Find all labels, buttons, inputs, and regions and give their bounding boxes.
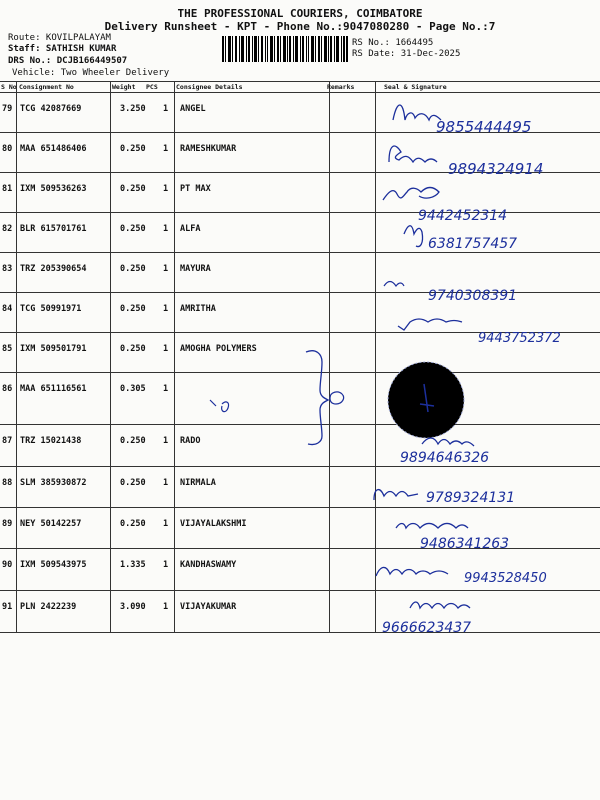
row-pcs: 1 [163, 436, 169, 446]
col-header-pcs: PCS [146, 83, 158, 91]
company-title: THE PROFESSIONAL COURIERS, COIMBATORE [177, 7, 423, 20]
row-weight: 0.250 [120, 144, 146, 154]
col-header-consignment: Consignment No [19, 83, 74, 91]
table-row [0, 132, 600, 172]
row-pcs: 1 [163, 184, 169, 194]
row-pcs: 1 [163, 144, 169, 154]
row-sno: 87 [2, 436, 13, 446]
row-sno: 88 [2, 478, 13, 488]
row-consignment-no: TCG 42087669 [20, 104, 82, 114]
table-row [0, 590, 600, 630]
col-header-sno: S No [1, 83, 17, 91]
handwritten-phone: 9443752372 [478, 331, 561, 346]
table-row [0, 424, 600, 464]
row-weight: 3.250 [120, 104, 146, 114]
handwritten-phone: 9442452314 [418, 208, 508, 224]
col-header-remarks: Remarks [327, 83, 355, 91]
row-pcs: 1 [163, 104, 169, 114]
handwritten-phone: 9486341263 [420, 536, 510, 552]
row-weight: 0.305 [120, 384, 146, 394]
row-consignment-no: TCG 50991971 [20, 304, 82, 314]
row-consignment-no: TRZ 205390654 [20, 264, 87, 274]
handwritten-phone: 6381757457 [428, 236, 518, 252]
route-label: Route: KOVILPALAYAM [8, 33, 111, 43]
row-consignment-no: NEY 50142257 [20, 519, 82, 529]
table-row [0, 372, 600, 412]
row-consignment-no: IXM 509543975 [20, 560, 87, 570]
row-consignment-no: IXM 509536263 [20, 184, 87, 194]
row-pcs: 1 [163, 304, 169, 314]
row-consignee: AMRITHA [180, 304, 216, 314]
row-consignee: ALFA [180, 224, 201, 234]
row-sno: 85 [2, 344, 13, 354]
row-weight: 3.090 [120, 602, 146, 612]
row-sno: 86 [2, 384, 13, 394]
row-pcs: 1 [163, 224, 169, 234]
row-consignee: ANGEL [180, 104, 206, 114]
row-consignment-no: PLN 2422239 [20, 602, 77, 612]
table-row [0, 172, 600, 212]
row-consignment-no: TRZ 15021438 [20, 436, 82, 446]
row-consignment-no: MAA 651486406 [20, 144, 87, 154]
table-row [0, 92, 600, 132]
staff-label: Staff: SATHISH KUMAR [8, 44, 117, 54]
row-consignee: VIJAYALAKSHMI [180, 519, 247, 529]
col-header-signature: Seal & Signature [384, 83, 447, 91]
handwritten-phone: 9943528450 [464, 571, 547, 586]
row-sno: 90 [2, 560, 13, 570]
row-consignment-no: SLM 385930872 [20, 478, 87, 488]
row-consignee: MAYURA [180, 264, 211, 274]
handwritten-phone: 9789324131 [426, 490, 516, 506]
row-sno: 89 [2, 519, 13, 529]
row-pcs: 1 [163, 519, 169, 529]
row-weight: 0.250 [120, 478, 146, 488]
row-consignee: RADO [180, 436, 201, 446]
row-weight: 0.250 [120, 304, 146, 314]
row-weight: 0.250 [120, 264, 146, 274]
handwritten-phone: 9894324914 [448, 160, 544, 178]
runsheet-subtitle: Delivery Runsheet - KPT - Phone No.:9047080280 - Page No.:7 [104, 20, 496, 33]
handwritten-phone: 9740308391 [428, 288, 518, 304]
rs-date: RS Date: 31-Dec-2025 [352, 49, 461, 59]
row-consignee: NIRMALA [180, 478, 216, 488]
row-pcs: 1 [163, 344, 169, 354]
row-sno: 82 [2, 224, 13, 234]
row-rule [0, 632, 600, 633]
table-row [0, 507, 600, 547]
row-sno: 81 [2, 184, 13, 194]
row-consignee: PT MAX [180, 184, 211, 194]
row-pcs: 1 [163, 560, 169, 570]
row-sno: 79 [2, 104, 13, 114]
row-pcs: 1 [163, 264, 169, 274]
handwritten-phone: 9666623437 [382, 620, 472, 636]
table-row [0, 292, 600, 332]
row-consignment-no: BLR 615701761 [20, 224, 87, 234]
row-sno: 84 [2, 304, 13, 314]
barcode [222, 36, 348, 62]
row-pcs: 1 [163, 602, 169, 612]
row-sno: 83 [2, 264, 13, 274]
row-pcs: 1 [163, 478, 169, 488]
row-sno: 80 [2, 144, 13, 154]
row-weight: 1.335 [120, 560, 146, 570]
table-row [0, 548, 600, 588]
row-weight: 0.250 [120, 436, 146, 446]
col-header-weight: Weight [112, 83, 136, 91]
table-top-rule [0, 81, 600, 82]
table-row [0, 252, 600, 292]
table-row [0, 212, 600, 252]
row-consignee: KANDHASWAMY [180, 560, 237, 570]
row-weight: 0.250 [120, 224, 146, 234]
row-weight: 0.250 [120, 344, 146, 354]
handwritten-phone: 9894646326 [400, 450, 490, 466]
row-consignment-no: IXM 509501791 [20, 344, 87, 354]
row-sno: 91 [2, 602, 13, 612]
row-pcs: 1 [163, 384, 169, 394]
row-consignee: AMOGHA POLYMERS [180, 344, 257, 354]
row-consignee: RAMESHKUMAR [180, 144, 237, 154]
row-weight: 0.250 [120, 519, 146, 529]
row-weight: 0.250 [120, 184, 146, 194]
drs-number: DRS No.: DCJB166449507 [8, 56, 128, 66]
table-row [0, 332, 600, 372]
col-header-consignee: Consignee Details [176, 83, 243, 91]
table-row [0, 466, 600, 506]
rs-number: RS No.: 1664495 [352, 38, 434, 48]
row-consignment-no: MAA 651116561 [20, 384, 87, 394]
row-consignee: VIJAYAKUMAR [180, 602, 237, 612]
handwritten-phone: 9855444495 [436, 118, 532, 136]
vehicle-label: Vehicle: Two Wheeler Delivery [12, 68, 170, 78]
